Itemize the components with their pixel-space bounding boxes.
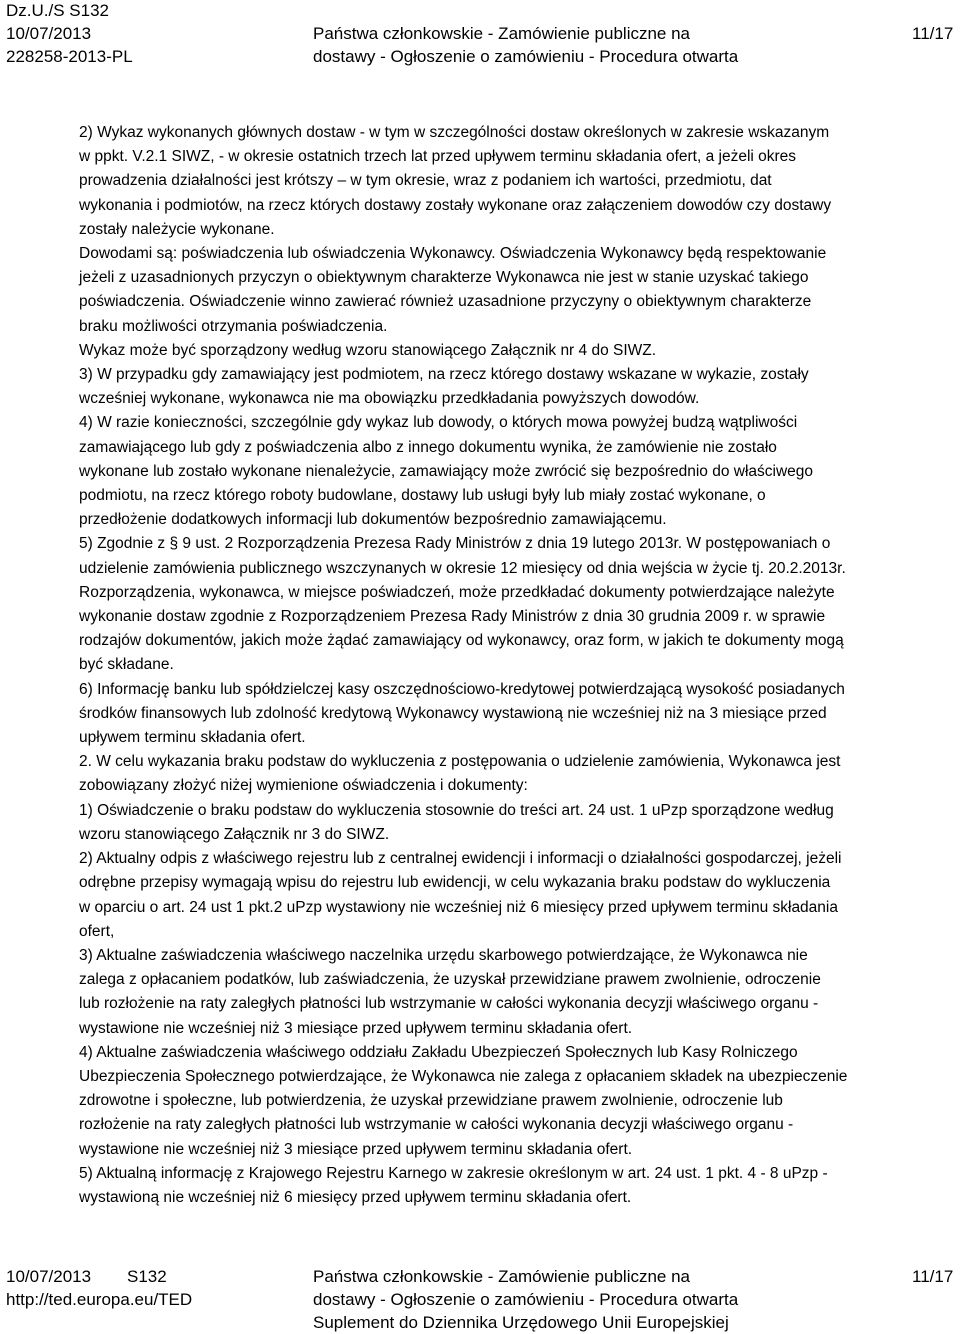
- footer-page-number: 11/17: [912, 1267, 954, 1286]
- body-line: 5) Zgodnie z § 9 ust. 2 Rozporządzenia Prezesa Rady Ministrów z dnia 19 lutego 2013r. W postępowaniach o: [79, 535, 831, 553]
- body-line: wystawione nie wcześniej niż 3 miesiące przed upływem terminu składania ofert.: [79, 1019, 633, 1037]
- body-line: lub rozłożenie na raty zaległych płatności lub wstrzymanie w całości wykonania decyzji właściwego organu -: [79, 995, 819, 1013]
- header-title-line-1: Państwa członkowskie - Zamówienie publiczne na: [313, 24, 691, 43]
- footer-supplement-name: Suplement do Dziennika Urzędowego Unii Europejskiej: [313, 1313, 729, 1332]
- body-line: 4) Aktualne zaświadczenia właściwego oddziału Zakładu Ubezpieczeń Społecznych lub Kasy Rolniczego: [79, 1043, 798, 1061]
- body-line: rodzajów dokumentów, jakich może żądać zamawiający od wykonawcy, oraz form, w jakich te dokumenty mogą: [79, 632, 844, 650]
- header-notice-id: 228258-2013-PL: [6, 47, 133, 66]
- body-line: Ubezpieczenia Społecznego potwierdzające, że Wykonawca nie zalega z opłacaniem składek na ubezpieczenie: [79, 1067, 848, 1085]
- body-line: środków finansowych lub zdolność kredytową Wykonawcy wystawioną nie wcześniej niż na 3 miesiące przed: [79, 704, 827, 722]
- footer-title-line-1: Państwa członkowskie - Zamówienie publiczne na: [313, 1267, 691, 1286]
- body-line: 6) Informację banku lub spółdzielczej kasy oszczędnościowo-kredytowej potwierdzającą wysokość posiadanych: [79, 680, 845, 698]
- body-line: 4) W razie konieczności, szczególnie gdy wykaz lub dowody, o których mowa powyżej budzą wątpliwości: [79, 414, 798, 432]
- body-line: być składane.: [79, 656, 174, 674]
- body-line: odrębne przepisy wymagają wpisu do rejestru lub ewidencji, w celu wykazania braku podstaw do wykluczenia: [79, 874, 831, 892]
- body-line: 2. W celu wykazania braku podstaw do wykluczenia z postępowania o udzielenie zamówienia, Wykonawca jest: [79, 753, 841, 771]
- header-page-number: 11/17: [912, 24, 954, 43]
- document-body: [79, 121, 959, 1210]
- body-line: poświadczenia. Oświadczenie winno zawierać również uzasadnione przyczyny o obiektywnym charakterze: [79, 293, 812, 311]
- header-date: 10/07/2013: [6, 24, 92, 43]
- body-line: Wykaz może być sporządzony według wzoru stanowiącego Załącznik nr 4 do SIWZ.: [79, 341, 657, 359]
- body-line: Dowodami są: poświadczenia lub oświadczenia Wykonawcy. Oświadczenia Wykonawcy będą respektowanie: [79, 245, 827, 263]
- body-line: 1) Oświadczenie o braku podstaw do wykluczenia stosownie do treści art. 24 ust. 1 uPzp sporządzone według: [79, 801, 834, 819]
- body-line: jeżeli z uzasadnionych przyczyn o obiektywnym charakterze Wykonawca nie jest w stanie uzyskać takiego: [79, 269, 809, 287]
- body-line: wykonanie dostaw zgodnie z Rozporządzeniem Prezesa Rady Ministrów z dnia 30 grudnia 2009 r. w sprawie: [79, 608, 826, 626]
- footer-link[interactable]: http://ted.europa.eu/TED: [6, 1290, 193, 1309]
- body-line: ofert,: [79, 922, 115, 940]
- body-line: Rozporządzenia, wykonawca, w miejsce poświadczeń, może przedkładać dokumenty potwierdzające należyte: [79, 583, 835, 601]
- body-line: wcześniej wykonane, wykonawca nie ma obowiązku przedkładania powyższych dowodów.: [79, 390, 700, 408]
- body-line: prowadzenia działalności jest krótszy – w tym okresie, wraz z podaniem ich wartości, przedmiotu, dat: [79, 172, 772, 190]
- body-line: udzielenie zamówienia publicznego wszczynanych w okresie 12 miesięcy od dnia wejścia w życie tj. 20.2.2013r.: [79, 559, 846, 577]
- header-title-line-2: dostawy - Ogłoszenie o zamówieniu - Procedura otwarta: [313, 47, 739, 66]
- footer-series: S132: [127, 1267, 167, 1286]
- body-line: 5) Aktualną informację z Krajowego Rejestru Karnego w zakresie określonym w art. 24 ust. 1 pkt. 4 - 8 uPzp -: [79, 1164, 828, 1182]
- header-journal-ref: Dz.U./S S132: [6, 1, 109, 20]
- body-line: braku możliwości otrzymania poświadczenia.: [79, 317, 388, 335]
- body-line: zalega z opłacaniem podatków, lub zaświadczenia, że uzyskał przewidziane prawem zwolnienie, odroczenie: [79, 971, 821, 989]
- body-line: zostały należycie wykonane.: [79, 220, 275, 238]
- body-line: podmiotu, na rzecz którego roboty budowlane, dostawy lub usługi były lub miały zostać wykonane, o: [79, 487, 766, 505]
- body-line: przedłożenie dodatkowych informacji lub dokumentów bezpośrednio zamawiającemu.: [79, 511, 667, 529]
- body-line: zobowiązany złożyć niżej wymienione oświadczenia i dokumenty:: [79, 777, 528, 795]
- body-line: wystawioną nie wcześniej niż 6 miesięcy przed upływem terminu składania ofert.: [79, 1188, 632, 1206]
- body-line: 3) W przypadku gdy zamawiający jest podmiotem, na rzecz którego dostawy wskazane w wykazie, zostały: [79, 366, 809, 384]
- body-line: rozłożenie na raty zaległych płatności lub wstrzymanie w całości wykonania decyzji właściwego organu -: [79, 1116, 794, 1134]
- body-line: zdrowotne i społeczne, lub potwierdzenia, że uzyskał przewidziane prawem zwolnienie, odroczenie lub: [79, 1092, 783, 1110]
- body-line: 3) Aktualne zaświadczenia właściwego naczelnika urzędu skarbowego potwierdzające, że Wykonawca nie: [79, 946, 808, 964]
- footer-date: 10/07/2013: [6, 1267, 92, 1286]
- body-line: wzoru stanowiącego Załącznik nr 3 do SIWZ.: [79, 825, 390, 843]
- body-line: w oparciu o art. 24 ust 1 pkt.2 uPzp wystawiony nie wcześniej niż 6 miesięcy przed upływem terminu składania: [79, 898, 838, 916]
- body-line: 2) Wykaz wykonanych głównych dostaw - w tym w szczególności dostaw określonych w zakresie wskazanym: [79, 124, 830, 141]
- body-line: w ppkt. V.2.1 SIWZ, - w okresie ostatnich trzech lat przed upływem terminu składania ofert, a jeżeli okres: [79, 148, 797, 166]
- body-line: wykonane lub zostało wykonane nienależycie, zamawiający może zwrócić się bezpośrednio do właściwego: [79, 462, 814, 480]
- body-line: 2) Aktualny odpis z właściwego rejestru lub z centralnej ewidencji i informacji o działalności gospodarczej, jeżeli: [79, 850, 842, 868]
- body-line: zamawiającego lub gdy z poświadczenia albo z innego dokumentu wynika, że zamówienie nie zostało: [79, 438, 777, 456]
- footer-title-line-2: dostawy - Ogłoszenie o zamówieniu - Procedura otwarta: [313, 1290, 739, 1309]
- body-line: wykonania i podmiotów, na rzecz których dostawy zostały wykonane oraz załączeniem dowodów czy dostawy: [79, 196, 832, 214]
- body-line: wystawione nie wcześniej niż 3 miesiące przed upływem terminu składania ofert.: [79, 1140, 633, 1158]
- body-line: upływem terminu składania ofert.: [79, 729, 306, 747]
